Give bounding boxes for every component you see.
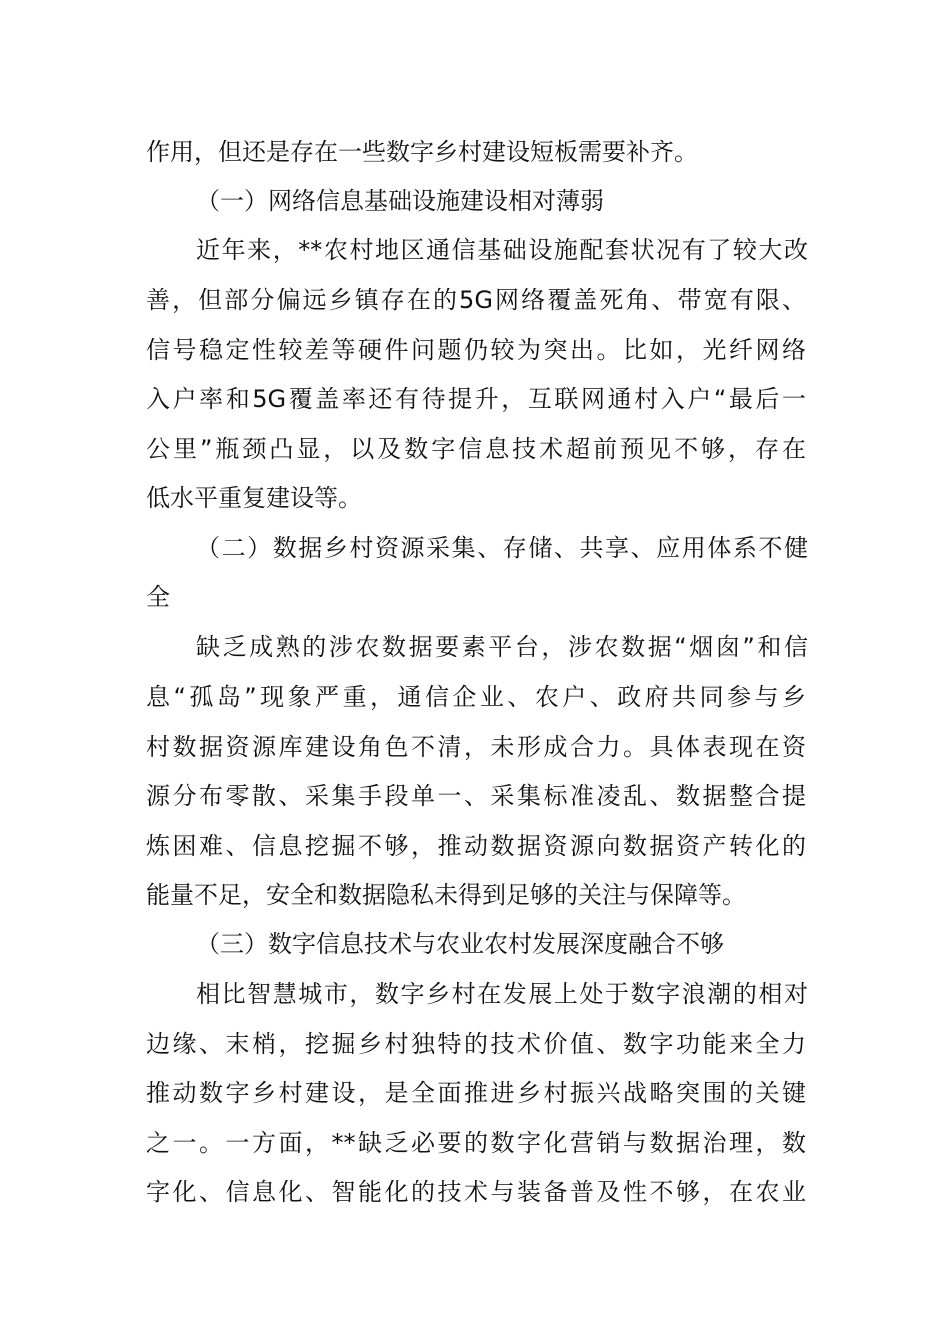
text-line: 能量不足，安全和数据隐私未得到足够的关注与保障等。 [146,881,746,909]
text-line: 边缘、末梢，挖掘乡村独特的技术价值、数字功能来全力 [146,1030,806,1058]
text-line: 相比智慧城市，数字乡村在发展上处于数字浪潮的相对 [196,980,808,1008]
text-line: 信号稳定性较差等硬件问题仍较为突出。比如，光纤网络 [146,336,806,364]
section-heading-1: （一）网络信息基础设施建设相对薄弱 [196,187,604,215]
text-line: 低水平重复建设等。 [146,484,362,512]
section-heading-2-continued: 全 [146,583,170,611]
text-line: 作用，但还是存在一些数字乡村建设短板需要补齐。 [146,138,698,166]
text-line: 字化、信息化、智能化的技术与装备普及性不够，在农业 [146,1178,806,1206]
section-heading-2: （二）数据乡村资源采集、存储、共享、应用体系不健 [196,534,808,562]
text-line: 近年来，**农村地区通信基础设施配套状况有了较大改 [196,236,808,264]
text-line: 之一。一方面，**缺乏必要的数字化营销与数据治理，数 [146,1129,806,1157]
text-line: 公里”瓶颈凸显，以及数字信息技术超前预见不够，存在 [146,435,806,463]
section-heading-3: （三）数字信息技术与农业农村发展深度融合不够 [196,930,724,958]
text-line: 息“孤岛”现象严重，通信企业、农户、政府共同参与乡 [146,683,806,711]
text-line: 推动数字乡村建设，是全面推进乡村振兴战略突围的关键 [146,1079,806,1107]
text-line: 缺乏成熟的涉农数据要素平台，涉农数据“烟囱”和信 [196,633,808,661]
text-line: 源分布零散、采集手段单一、采集标准凌乱、数据整合提 [146,782,806,810]
text-line: 善，但部分偏远乡镇存在的5G网络覆盖死角、带宽有限、 [146,286,806,314]
text-line: 村数据资源库建设角色不清，未形成合力。具体表现在资 [146,733,806,761]
text-line: 入户率和5G覆盖率还有待提升，互联网通村入户“最后一 [146,385,806,413]
text-line: 炼困难、信息挖掘不够，推动数据资源向数据资产转化的 [146,832,806,860]
